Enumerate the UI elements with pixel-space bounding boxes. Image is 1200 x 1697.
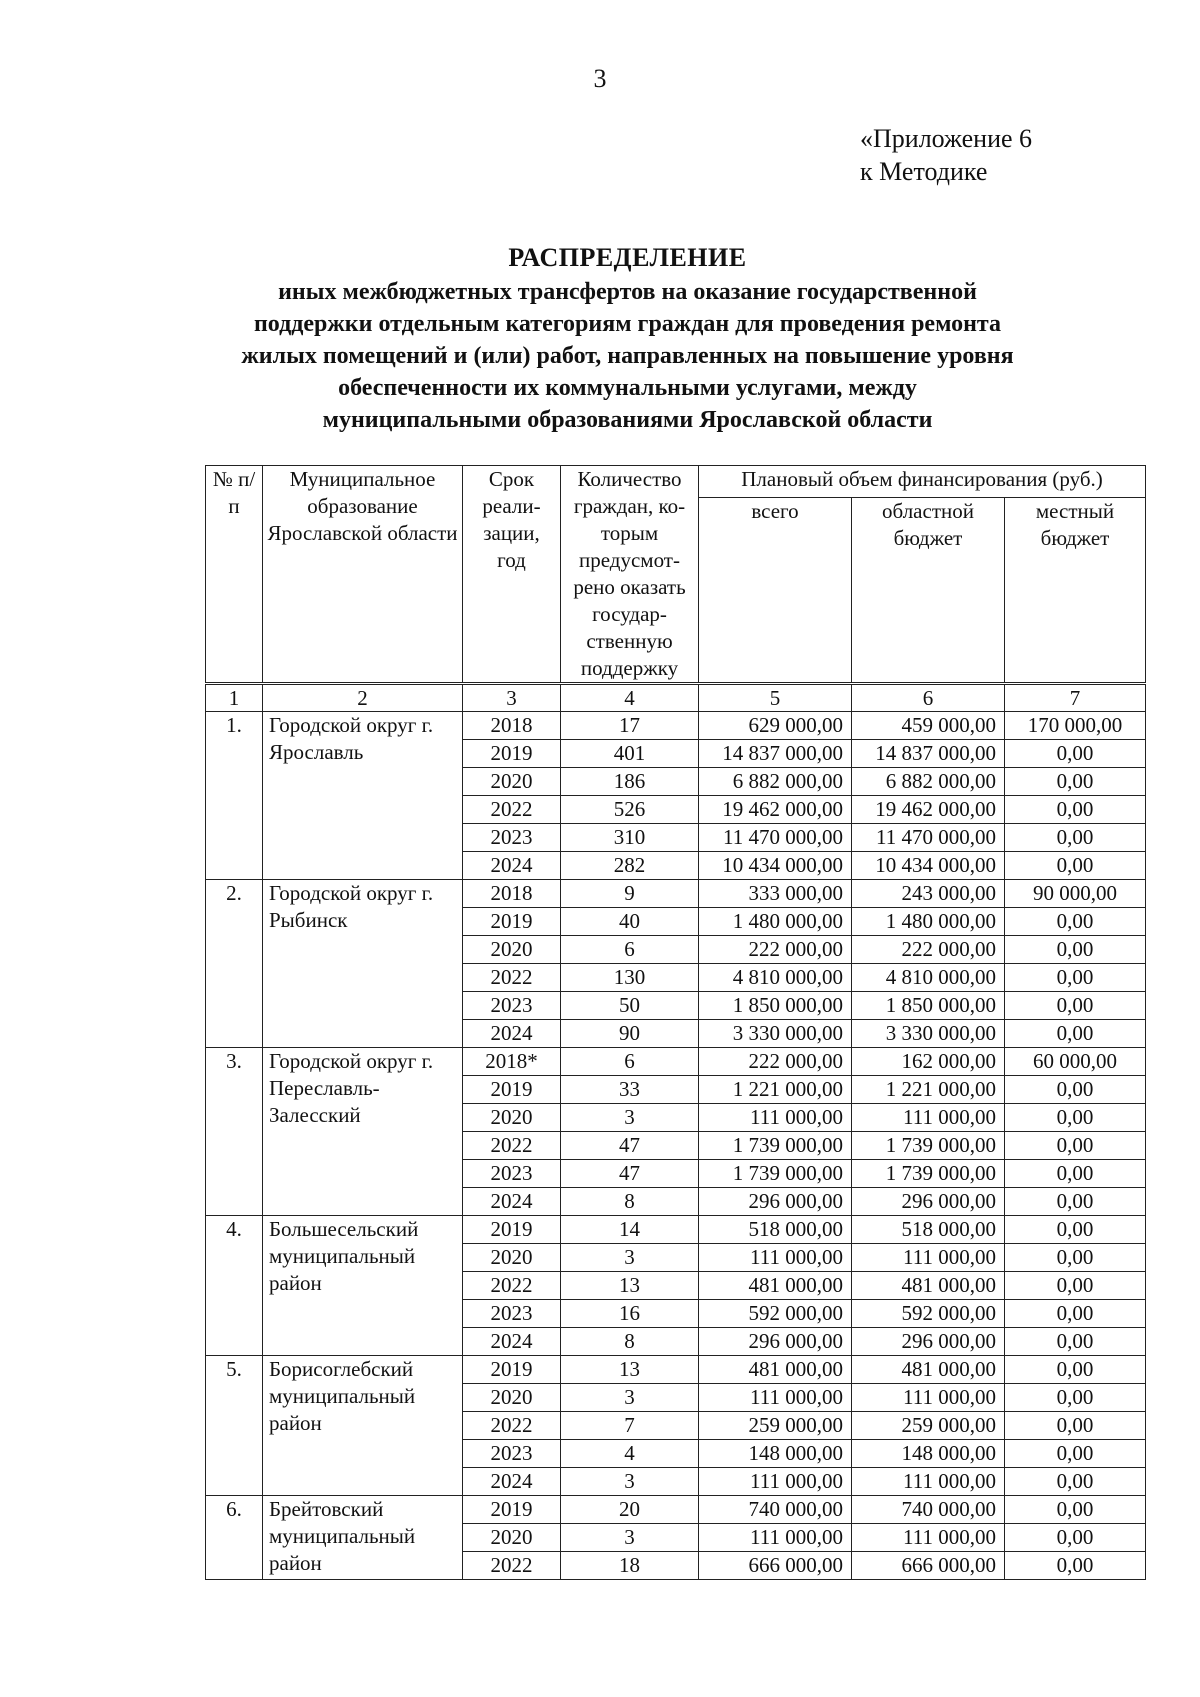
total-amount-cell: 296 000,00 xyxy=(699,1188,852,1216)
local-budget-cell: 0,00 xyxy=(1005,1244,1146,1272)
annex-reference xyxy=(860,122,1032,188)
row-number: 4. xyxy=(206,1216,263,1356)
total-amount-cell: 629 000,00 xyxy=(699,712,852,740)
regional-budget-cell: 740 000,00 xyxy=(852,1496,1005,1524)
year-cell: 2020 xyxy=(463,768,561,796)
citizens-count-cell: 13 xyxy=(561,1356,699,1384)
row-number: 6. xyxy=(206,1496,263,1580)
table-row xyxy=(206,1496,1146,1524)
column-number: 7 xyxy=(1005,684,1146,712)
regional-budget-cell: 6 882 000,00 xyxy=(852,768,1005,796)
column-number: 3 xyxy=(463,684,561,712)
header-period: Срок реали- зации, год xyxy=(463,466,561,684)
header-row-1 xyxy=(206,466,1146,498)
municipality-name: Городской округ г. Рыбинск xyxy=(263,880,463,1048)
total-amount-cell: 6 882 000,00 xyxy=(699,768,852,796)
local-budget-cell: 0,00 xyxy=(1005,1076,1146,1104)
regional-budget-cell: 10 434 000,00 xyxy=(852,852,1005,880)
total-amount-cell: 1 739 000,00 xyxy=(699,1160,852,1188)
row-number: 3. xyxy=(206,1048,263,1216)
header-financing: Плановый объем финансирования (руб.) xyxy=(699,466,1146,498)
year-cell: 2024 xyxy=(463,1328,561,1356)
regional-budget-cell: 243 000,00 xyxy=(852,880,1005,908)
year-cell: 2022 xyxy=(463,1272,561,1300)
column-number: 5 xyxy=(699,684,852,712)
local-budget-cell: 0,00 xyxy=(1005,1412,1146,1440)
title-line-2: поддержки отдельным категориям граждан для проведения ремонта xyxy=(253,311,1002,337)
citizens-count-cell: 130 xyxy=(561,964,699,992)
total-amount-cell: 740 000,00 xyxy=(699,1496,852,1524)
local-budget-cell: 0,00 xyxy=(1005,852,1146,880)
local-budget-cell: 0,00 xyxy=(1005,1524,1146,1552)
citizens-count-cell: 186 xyxy=(561,768,699,796)
citizens-count-cell: 33 xyxy=(561,1076,699,1104)
row-number: 5. xyxy=(206,1356,263,1496)
regional-budget-cell: 111 000,00 xyxy=(852,1384,1005,1412)
row-number: 2. xyxy=(206,880,263,1048)
local-budget-cell: 0,00 xyxy=(1005,1300,1146,1328)
regional-budget-cell: 11 470 000,00 xyxy=(852,824,1005,852)
regional-budget-cell: 259 000,00 xyxy=(852,1412,1005,1440)
citizens-count-cell: 6 xyxy=(561,1048,699,1076)
citizens-count-cell: 526 xyxy=(561,796,699,824)
total-amount-cell: 10 434 000,00 xyxy=(699,852,852,880)
total-amount-cell: 296 000,00 xyxy=(699,1328,852,1356)
local-budget-cell: 0,00 xyxy=(1005,796,1146,824)
local-budget-cell: 0,00 xyxy=(1005,1104,1146,1132)
year-cell: 2022 xyxy=(463,964,561,992)
year-cell: 2020 xyxy=(463,1104,561,1132)
regional-budget-cell: 111 000,00 xyxy=(852,1524,1005,1552)
year-cell: 2019 xyxy=(463,1216,561,1244)
local-budget-cell: 0,00 xyxy=(1005,1356,1146,1384)
regional-budget-cell: 518 000,00 xyxy=(852,1216,1005,1244)
regional-budget-cell: 111 000,00 xyxy=(852,1468,1005,1496)
total-amount-cell: 222 000,00 xyxy=(699,1048,852,1076)
total-amount-cell: 148 000,00 xyxy=(699,1440,852,1468)
local-budget-cell: 0,00 xyxy=(1005,1552,1146,1580)
local-budget-cell: 90 000,00 xyxy=(1005,880,1146,908)
citizens-count-cell: 8 xyxy=(561,1188,699,1216)
regional-budget-cell: 481 000,00 xyxy=(852,1356,1005,1384)
regional-budget-cell: 592 000,00 xyxy=(852,1300,1005,1328)
total-amount-cell: 1 739 000,00 xyxy=(699,1132,852,1160)
year-cell: 2022 xyxy=(463,1412,561,1440)
citizens-count-cell: 47 xyxy=(561,1160,699,1188)
document-title xyxy=(180,240,1075,436)
local-budget-cell: 0,00 xyxy=(1005,936,1146,964)
citizens-count-cell: 3 xyxy=(561,1384,699,1412)
year-cell: 2020 xyxy=(463,1384,561,1412)
year-cell: 2019 xyxy=(463,1076,561,1104)
total-amount-cell: 481 000,00 xyxy=(699,1356,852,1384)
local-budget-cell: 0,00 xyxy=(1005,740,1146,768)
total-amount-cell: 222 000,00 xyxy=(699,936,852,964)
local-budget-cell: 0,00 xyxy=(1005,1496,1146,1524)
regional-budget-cell: 481 000,00 xyxy=(852,1272,1005,1300)
regional-budget-cell: 1 850 000,00 xyxy=(852,992,1005,1020)
year-cell: 2023 xyxy=(463,824,561,852)
citizens-count-cell: 282 xyxy=(561,852,699,880)
column-numbers-row xyxy=(206,684,1146,712)
header-local: местный бюджет xyxy=(1005,497,1146,683)
municipality-name: Большесельский муниципальный район xyxy=(263,1216,463,1356)
table-row xyxy=(206,712,1146,740)
table-body xyxy=(206,684,1146,1580)
citizens-count-cell: 14 xyxy=(561,1216,699,1244)
year-cell: 2019 xyxy=(463,1356,561,1384)
citizens-count-cell: 8 xyxy=(561,1328,699,1356)
column-number: 4 xyxy=(561,684,699,712)
regional-budget-cell: 222 000,00 xyxy=(852,936,1005,964)
regional-budget-cell: 111 000,00 xyxy=(852,1104,1005,1132)
municipality-name: Городской округ г. Ярославль xyxy=(263,712,463,880)
regional-budget-cell: 1 221 000,00 xyxy=(852,1076,1005,1104)
total-amount-cell: 481 000,00 xyxy=(699,1272,852,1300)
citizens-count-cell: 16 xyxy=(561,1300,699,1328)
title-line-3: жилых помещений и (или) работ, направленных на повышение уровня xyxy=(241,343,1014,369)
total-amount-cell: 1 221 000,00 xyxy=(699,1076,852,1104)
local-budget-cell: 0,00 xyxy=(1005,1160,1146,1188)
total-amount-cell: 4 810 000,00 xyxy=(699,964,852,992)
total-amount-cell: 19 462 000,00 xyxy=(699,796,852,824)
citizens-count-cell: 3 xyxy=(561,1524,699,1552)
total-amount-cell: 111 000,00 xyxy=(699,1244,852,1272)
local-budget-cell: 0,00 xyxy=(1005,1132,1146,1160)
year-cell: 2023 xyxy=(463,1160,561,1188)
total-amount-cell: 111 000,00 xyxy=(699,1384,852,1412)
citizens-count-cell: 90 xyxy=(561,1020,699,1048)
citizens-count-cell: 40 xyxy=(561,908,699,936)
citizens-count-cell: 3 xyxy=(561,1468,699,1496)
regional-budget-cell: 1 480 000,00 xyxy=(852,908,1005,936)
municipality-name: Брейтовский муниципальный район xyxy=(263,1496,463,1580)
total-amount-cell: 111 000,00 xyxy=(699,1104,852,1132)
local-budget-cell: 0,00 xyxy=(1005,908,1146,936)
year-cell: 2019 xyxy=(463,908,561,936)
annex-line-2: к Методике xyxy=(860,157,988,186)
citizens-count-cell: 401 xyxy=(561,740,699,768)
header-citizens: Количество граждан, ко- торым предусмот- рено оказать государ- ственную поддержку xyxy=(561,466,699,684)
year-cell: 2022 xyxy=(463,796,561,824)
local-budget-cell: 0,00 xyxy=(1005,992,1146,1020)
regional-budget-cell: 162 000,00 xyxy=(852,1048,1005,1076)
local-budget-cell: 0,00 xyxy=(1005,1440,1146,1468)
citizens-count-cell: 3 xyxy=(561,1104,699,1132)
year-cell: 2023 xyxy=(463,1440,561,1468)
header-num: № п/п xyxy=(206,466,263,684)
total-amount-cell: 11 470 000,00 xyxy=(699,824,852,852)
local-budget-cell: 60 000,00 xyxy=(1005,1048,1146,1076)
local-budget-cell: 0,00 xyxy=(1005,1272,1146,1300)
title-line-4: обеспеченности их коммунальными услугами, между xyxy=(338,375,917,401)
title-line-1: иных межбюджетных трансфертов на оказание государственной xyxy=(278,279,977,305)
distribution-table xyxy=(205,465,1146,1580)
local-budget-cell: 0,00 xyxy=(1005,964,1146,992)
page-number: 3 xyxy=(593,64,607,93)
local-budget-cell: 0,00 xyxy=(1005,1328,1146,1356)
citizens-count-cell: 50 xyxy=(561,992,699,1020)
total-amount-cell: 518 000,00 xyxy=(699,1216,852,1244)
year-cell: 2024 xyxy=(463,1188,561,1216)
year-cell: 2024 xyxy=(463,1468,561,1496)
local-budget-cell: 0,00 xyxy=(1005,1020,1146,1048)
citizens-count-cell: 20 xyxy=(561,1496,699,1524)
regional-budget-cell: 666 000,00 xyxy=(852,1552,1005,1580)
column-number: 1 xyxy=(206,684,263,712)
year-cell: 2018* xyxy=(463,1048,561,1076)
total-amount-cell: 111 000,00 xyxy=(699,1468,852,1496)
local-budget-cell: 0,00 xyxy=(1005,824,1146,852)
total-amount-cell: 259 000,00 xyxy=(699,1412,852,1440)
citizens-count-cell: 9 xyxy=(561,880,699,908)
local-budget-cell: 0,00 xyxy=(1005,1468,1146,1496)
regional-budget-cell: 19 462 000,00 xyxy=(852,796,1005,824)
regional-budget-cell: 14 837 000,00 xyxy=(852,740,1005,768)
header-regional: областной бюджет xyxy=(852,497,1005,683)
year-cell: 2018 xyxy=(463,712,561,740)
table-row xyxy=(206,1216,1146,1244)
total-amount-cell: 1 480 000,00 xyxy=(699,908,852,936)
title-main: РАСПРЕДЕЛЕНИЕ xyxy=(508,243,747,272)
regional-budget-cell: 148 000,00 xyxy=(852,1440,1005,1468)
regional-budget-cell: 296 000,00 xyxy=(852,1188,1005,1216)
table-row xyxy=(206,880,1146,908)
year-cell: 2023 xyxy=(463,992,561,1020)
regional-budget-cell: 3 330 000,00 xyxy=(852,1020,1005,1048)
year-cell: 2024 xyxy=(463,1020,561,1048)
municipality-name: Городской округ г. Переславль- Залесский xyxy=(263,1048,463,1216)
local-budget-cell: 0,00 xyxy=(1005,1188,1146,1216)
title-line-5: муниципальными образованиями Ярославской области xyxy=(322,407,933,433)
local-budget-cell: 0,00 xyxy=(1005,768,1146,796)
citizens-count-cell: 7 xyxy=(561,1412,699,1440)
citizens-count-cell: 13 xyxy=(561,1272,699,1300)
regional-budget-cell: 296 000,00 xyxy=(852,1328,1005,1356)
total-amount-cell: 3 330 000,00 xyxy=(699,1020,852,1048)
total-amount-cell: 14 837 000,00 xyxy=(699,740,852,768)
year-cell: 2022 xyxy=(463,1552,561,1580)
regional-budget-cell: 4 810 000,00 xyxy=(852,964,1005,992)
total-amount-cell: 333 000,00 xyxy=(699,880,852,908)
regional-budget-cell: 1 739 000,00 xyxy=(852,1132,1005,1160)
table-row xyxy=(206,1356,1146,1384)
citizens-count-cell: 17 xyxy=(561,712,699,740)
row-number: 1. xyxy=(206,712,263,880)
header-total: всего xyxy=(699,497,852,683)
citizens-count-cell: 310 xyxy=(561,824,699,852)
total-amount-cell: 1 850 000,00 xyxy=(699,992,852,1020)
citizens-count-cell: 3 xyxy=(561,1244,699,1272)
regional-budget-cell: 111 000,00 xyxy=(852,1244,1005,1272)
local-budget-cell: 0,00 xyxy=(1005,1216,1146,1244)
year-cell: 2022 xyxy=(463,1132,561,1160)
citizens-count-cell: 47 xyxy=(561,1132,699,1160)
column-number: 6 xyxy=(852,684,1005,712)
local-budget-cell: 170 000,00 xyxy=(1005,712,1146,740)
year-cell: 2019 xyxy=(463,1496,561,1524)
local-budget-cell: 0,00 xyxy=(1005,1384,1146,1412)
annex-line-1: «Приложение 6 xyxy=(860,124,1033,153)
citizens-count-cell: 18 xyxy=(561,1552,699,1580)
citizens-count-cell: 6 xyxy=(561,936,699,964)
total-amount-cell: 666 000,00 xyxy=(699,1552,852,1580)
year-cell: 2020 xyxy=(463,1524,561,1552)
total-amount-cell: 111 000,00 xyxy=(699,1524,852,1552)
municipality-name: Борисоглебский муниципальный район xyxy=(263,1356,463,1496)
citizens-count-cell: 4 xyxy=(561,1440,699,1468)
regional-budget-cell: 1 739 000,00 xyxy=(852,1160,1005,1188)
column-number: 2 xyxy=(263,684,463,712)
year-cell: 2020 xyxy=(463,1244,561,1272)
regional-budget-cell: 459 000,00 xyxy=(852,712,1005,740)
total-amount-cell: 592 000,00 xyxy=(699,1300,852,1328)
year-cell: 2019 xyxy=(463,740,561,768)
year-cell: 2023 xyxy=(463,1300,561,1328)
table-row xyxy=(206,1048,1146,1076)
year-cell: 2020 xyxy=(463,936,561,964)
year-cell: 2024 xyxy=(463,852,561,880)
header-municipality: Муниципальное образование Ярославской области xyxy=(263,466,463,684)
year-cell: 2018 xyxy=(463,880,561,908)
